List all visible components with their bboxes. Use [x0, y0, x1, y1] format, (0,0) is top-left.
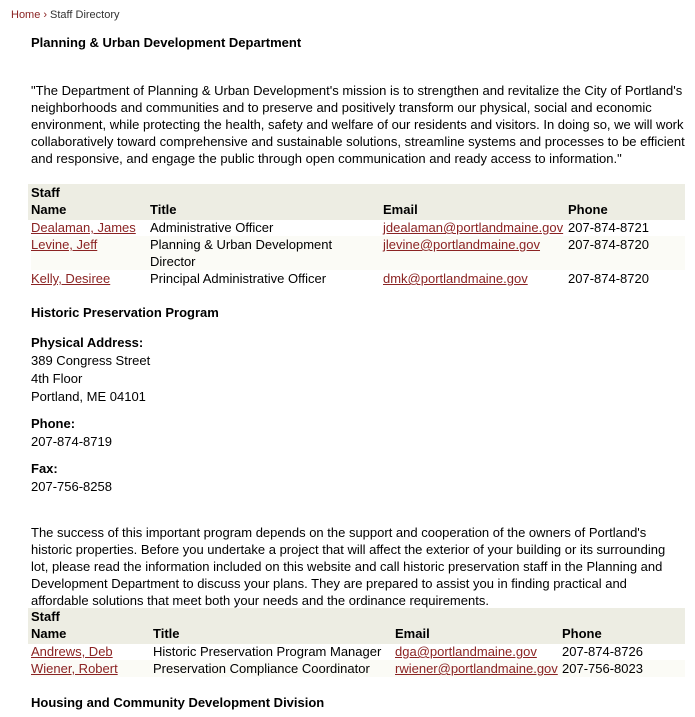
- hpp-staff-header: [28, 608, 685, 644]
- staff-phone: 207-874-8726: [562, 644, 643, 659]
- col-phone: Phone: [568, 202, 608, 217]
- staff-email-link[interactable]: jdealaman@portlandmaine.gov: [383, 220, 564, 235]
- table-row: [31, 236, 685, 270]
- dept-staff-header: [28, 184, 685, 220]
- housing-title: Housing and Community Development Division: [31, 695, 325, 710]
- hpp-fax: [31, 460, 112, 496]
- hpp-staff-columns: [28, 625, 685, 642]
- staff-email-link[interactable]: jlevine@portlandmaine.gov: [383, 237, 541, 252]
- staff-title-line2: Director: [150, 254, 196, 269]
- staff-phone: 207-874-8721: [568, 220, 649, 235]
- hpp-description: The success of this important program depends on the support and cooperation of the owners of Portland's historic properties. Before you undertake a project that will affect the exterior of your building or its surrounding lot, please read the information included on this website and call historic preservation staff in the Planning and Development Department to discuss your plans. They are prepared to assist you in finding practical and affordable solutions that meet both your needs and the ordinance requirements.: [31, 525, 666, 608]
- staff-phone: 207-756-8023: [562, 661, 643, 676]
- hpp-title: Historic Preservation Program: [31, 305, 219, 320]
- col-name: Name: [31, 202, 67, 217]
- col-email: Email: [383, 202, 418, 217]
- col-title: Title: [150, 202, 177, 217]
- staff-title: Preservation Compliance Coordinator: [153, 661, 370, 676]
- staff-name-link[interactable]: Andrews, Deb: [31, 644, 113, 659]
- table-row: [31, 643, 685, 660]
- phone-value: 207-874-8719: [31, 434, 112, 449]
- staff-name-link[interactable]: Dealaman, James: [31, 220, 136, 235]
- address-line: 4th Floor: [31, 371, 83, 386]
- staff-name-link[interactable]: Wiener, Robert: [31, 661, 118, 676]
- staff-title: Planning & Urban Development: [150, 237, 333, 252]
- staff-title: Historic Preservation Program Manager: [153, 644, 382, 659]
- staff-title: Principal Administrative Officer: [150, 271, 327, 286]
- department-mission: "The Department of Planning & Urban Development's mission is to strengthen and revitalize the City of Portland's neighborhoods and communities and to preserve and positively transform our physical, social and economic environment, while protecting the health, safety and welfare of our residents and visitors. In doing so, we will work collaboratively toward comprehensive and sustainable solutions, streamline systems and processes to be efficient and responsive, and engage the public through open communication and ready access to information.": [31, 83, 685, 166]
- col-phone: Phone: [562, 626, 602, 641]
- staff-title: Administrative Officer: [150, 220, 274, 235]
- staff-email-link[interactable]: dmk@portlandmaine.gov: [383, 271, 528, 286]
- col-email: Email: [395, 626, 430, 641]
- fax-value: 207-756-8258: [31, 479, 112, 494]
- dept-staff-columns: [28, 201, 685, 218]
- col-name: Name: [31, 626, 67, 641]
- hpp-phone: [31, 415, 112, 451]
- staff-phone: 207-874-8720: [568, 271, 649, 286]
- hpp-address: [31, 334, 150, 406]
- dept-staff-label: Staff: [31, 185, 60, 200]
- address-label: Physical Address:: [31, 335, 144, 350]
- department-title: Planning & Urban Development Department: [31, 35, 302, 50]
- staff-email-link[interactable]: dga@portlandmaine.gov: [395, 644, 537, 659]
- fax-label: Fax:: [31, 461, 58, 476]
- table-row: [31, 270, 685, 287]
- staff-name-link[interactable]: Kelly, Desiree: [31, 271, 111, 286]
- staff-name-link[interactable]: Levine, Jeff: [31, 237, 98, 252]
- breadcrumb-current: Staff Directory: [50, 9, 120, 21]
- hpp-staff-label: Staff: [31, 609, 60, 624]
- breadcrumb-separator: ›: [43, 9, 48, 21]
- address-line: 389 Congress Street: [31, 353, 151, 368]
- staff-phone: 207-874-8720: [568, 237, 649, 252]
- address-line: Portland, ME 04101: [31, 389, 146, 404]
- col-title: Title: [153, 626, 180, 641]
- breadcrumb-home-link[interactable]: Home: [11, 9, 41, 21]
- phone-label: Phone:: [31, 416, 76, 431]
- table-row: [31, 219, 685, 236]
- staff-email-link[interactable]: rwiener@portlandmaine.gov: [395, 661, 558, 676]
- breadcrumb: [11, 9, 120, 21]
- table-row: [31, 660, 685, 677]
